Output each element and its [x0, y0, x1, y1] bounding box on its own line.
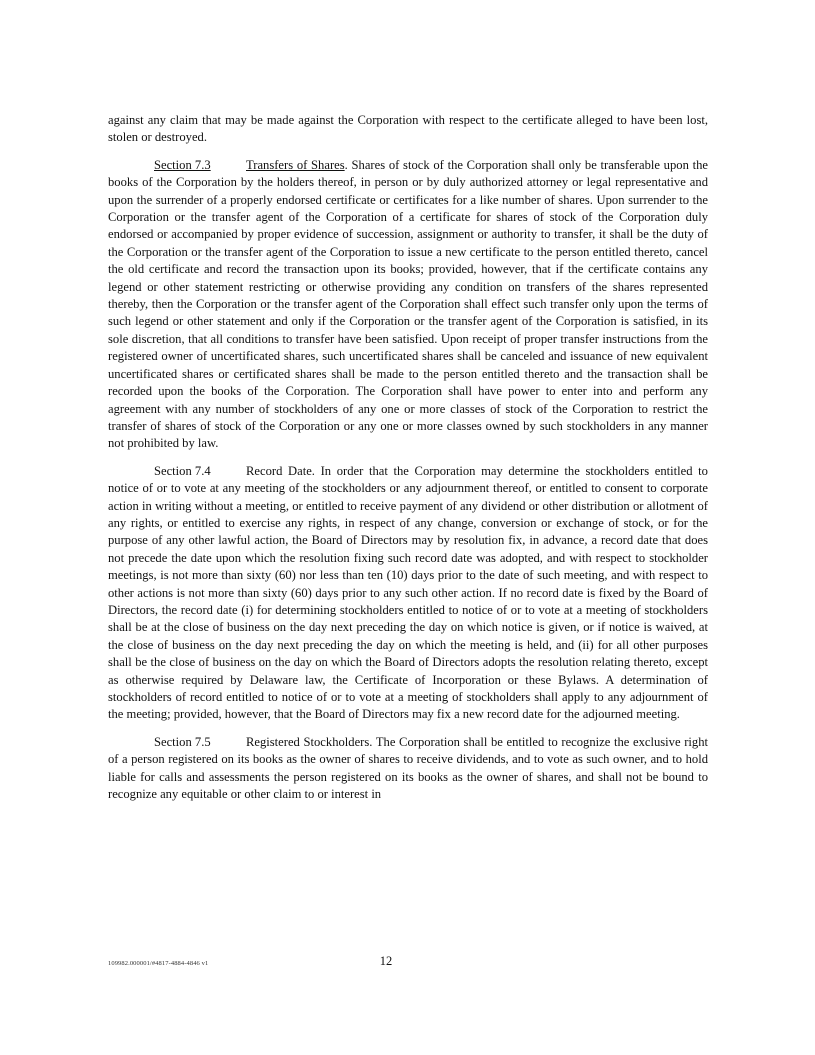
continuation-paragraph: against any claim that may be made against the Corporation with respect to the certificate alleged to have been lost, stolen or destroyed.	[108, 113, 708, 145]
section-number: Section 7.4	[154, 463, 211, 478]
section-title: Registered Stockholders	[246, 734, 370, 749]
page-body	[108, 112, 708, 813]
section-number: Section 7.5	[154, 734, 211, 749]
section-body: . Shares of stock of the Corporation shall only be transferable upon the books of the Corporation by the holders thereof, in person or by duly authorized attorney or legal representative and upon the surrender of a properly endorsed certificate or certificates for a like number of shares. Upon surrender to the Corporation or the transfer agent of the Corporation of a certificate for shares of stock of the Corporation duly endorsed or accompanied by proper evidence of succession, assignment or authority to transfer, it shall be the duty of the Corporation or the transfer agent of the Corporation to issue a new certificate to the person entitled thereto, cancel the old certificate and record the transaction upon its books; provided, however, that if the certificate contains any legend or other statement restricting or otherwise providing any condition on transfers of the shares represented thereby, then the Corporation or the transfer agent of the Corporation shall effect such transfer only upon the terms of such legend or other statement and only if the Corporation or the transfer agent of the Corporation is satisfied, in its sole discretion, that all conditions to transfer have been satisfied. Upon receipt of proper transfer instructions from the registered owner of uncertificated shares, such uncertificated shares shall be canceled and issuance of new equivalent uncertificated shares or certificated shares shall be made to the person entitled thereto and the transaction shall be recorded upon the books of the Corporation. The Corporation shall have power to enter into and perform any agreement with any number of stockholders of any one or more classes of stock of the Corporation to restrict the transfer of shares of stock of the Corporation or any one or more classes owned by such stockholders in any manner not prohibited by law.	[108, 157, 708, 451]
section-7-3-paragraph	[108, 157, 708, 453]
page-number: 12	[379, 954, 393, 968]
section-title: Transfers of Shares	[246, 157, 345, 172]
section-title: Record Date	[246, 463, 312, 478]
section-number: Section 7.3	[154, 157, 211, 172]
section-7-5-paragraph	[108, 734, 708, 804]
footer-document-id: 109982.000001/#4817-4884-4846 v1	[108, 960, 209, 967]
section-7-4-paragraph	[108, 463, 708, 724]
section-body: . In order that the Corporation may determine the stockholders entitled to notice of or to vote at any meeting of the stockholders or any adjournment thereof, or entitled to consent to corporate action in writing without a meeting, or entitled to receive payment of any dividend or other distribution or allotment of any rights, or entitled to exercise any rights, in respect of any change, conversion or exchange of stock, or for the purpose of any other lawful action, the Board of Directors may by resolution fix, in advance, a record date that does not precede the date upon which the resolution fixing such record date was adopted, and with respect to stockholder meetings, is not more than sixty (60) nor less than ten (10) days prior to the date of such meeting, and with respect to other actions is not more than sixty (60) days prior to any such other action. If no record date is fixed by the Board of Directors, the record date (i) for determining stockholders entitled to notice of or to vote at a meeting of stockholders shall be at the close of business on the day next preceding the day on which notice is given, or if notice is waived, at the close of business on the day next preceding the day on which the meeting is held, and (ii) for all other purposes shall be the close of business on the day on which the Board of Directors adopts the resolution relating thereto, except as otherwise required by Delaware law, the Certificate of Incorporation or these Bylaws. A determination of stockholders of record entitled to notice of or to vote at a meeting of stockholders shall apply to any adjournment of the meeting; provided, however, that the Board of Directors may fix a new record date for the adjourned meeting.	[108, 463, 708, 722]
section-body: . The Corporation shall be entitled to recognize the exclusive right of a person registered on its books as the owner of shares to receive dividends, and to vote as such owner, and to hold liable for calls and assessments the person registered on its books as the owner of shares, and shall not be bound to recognize any equitable or other claim to or interest in	[108, 734, 708, 802]
